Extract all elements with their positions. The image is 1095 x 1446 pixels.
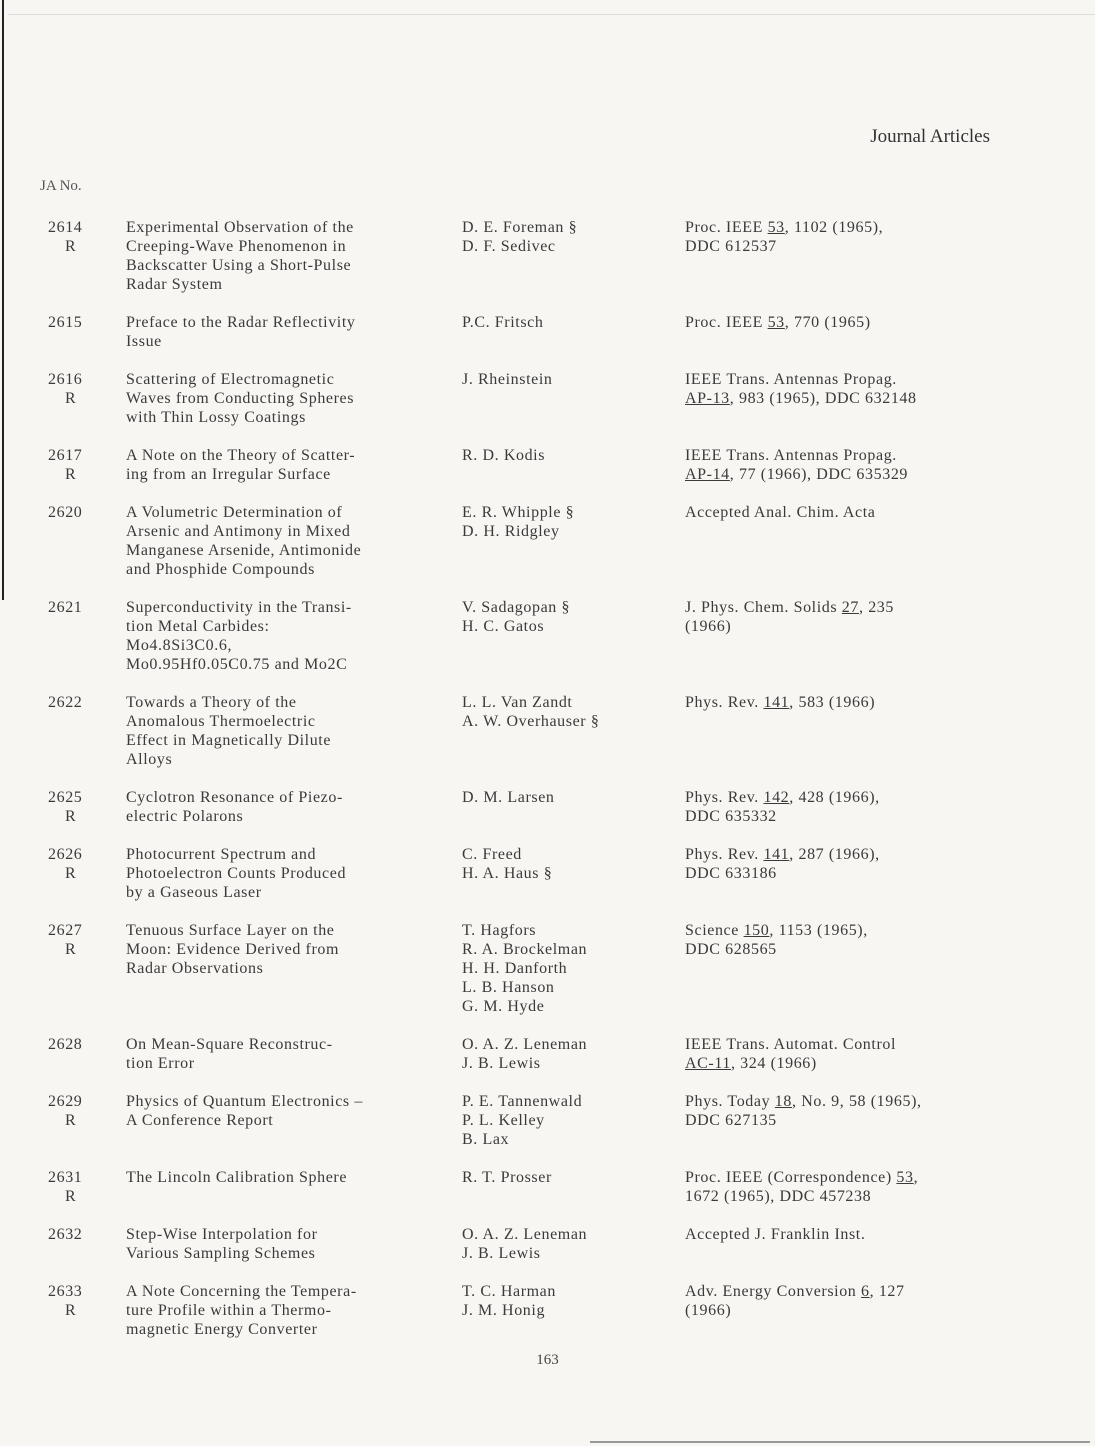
reference-text: Phys. Rev. — [685, 694, 764, 711]
reference-volume: AC-11 — [685, 1055, 731, 1072]
article-reference — [685, 503, 1095, 579]
author-name: G. M. Hyde — [462, 998, 545, 1015]
title-line: Various Sampling Schemes — [126, 1245, 316, 1262]
article-title — [126, 446, 462, 484]
reference-text: (1966) — [685, 1302, 732, 1319]
author-name: B. Lax — [462, 1131, 510, 1148]
article-title — [126, 693, 462, 769]
article-title — [126, 503, 462, 579]
reference-text: DDC 628565 — [685, 941, 777, 958]
article-reference — [685, 693, 1095, 769]
reference-text: , 1102 (1965), — [784, 219, 884, 236]
title-line: Radar System — [126, 276, 223, 293]
author-name: P. E. Tannenwald — [462, 1093, 583, 1110]
top-rule — [8, 14, 1095, 15]
ja-number-column-label: JA No. — [40, 178, 82, 194]
bottom-rule — [590, 1441, 1090, 1443]
reference-text: , 428 (1966), — [789, 789, 880, 806]
reference-text: IEEE Trans. Automat. Control — [685, 1036, 897, 1053]
title-line: On Mean-Square Reconstruc- — [126, 1036, 333, 1053]
title-line: Step-Wise Interpolation for — [126, 1226, 318, 1243]
article-title — [126, 845, 462, 902]
ja-number: 2621 — [48, 599, 83, 616]
ja-number: 2614 — [48, 219, 83, 236]
article-reference — [685, 1092, 1095, 1149]
article-authors — [462, 503, 685, 579]
report-flag: R — [65, 238, 77, 255]
reference-line — [685, 389, 1025, 408]
title-line: electric Polarons — [126, 808, 244, 825]
article-authors — [462, 921, 685, 1016]
title-line: A Note Concerning the Tempera- — [126, 1283, 357, 1300]
ja-number-cell — [0, 446, 126, 484]
author-name: O. A. Z. Leneman — [462, 1226, 588, 1243]
ja-number-cell — [0, 1282, 126, 1339]
reference-text: , 983 (1965), DDC 632148 — [729, 390, 917, 407]
reference-line — [685, 864, 1025, 883]
reference-line — [685, 313, 1025, 332]
title-line: Backscatter Using a Short-Pulse — [126, 257, 352, 274]
article-authors — [462, 370, 685, 427]
ja-number: 2616 — [48, 371, 83, 388]
reference-volume: AP-14 — [685, 466, 730, 483]
title-line: Physics of Quantum Electronics – — [126, 1093, 363, 1110]
author-name: A. W. Overhauser § — [462, 713, 600, 730]
reference-line — [685, 845, 1025, 864]
reference-line — [685, 617, 1025, 636]
reference-text: Accepted Anal. Chim. Acta — [685, 504, 876, 521]
title-line: Towards a Theory of the — [126, 694, 297, 711]
journal-article-list — [0, 218, 1095, 1358]
reference-volume: 27 — [841, 599, 859, 616]
title-line: Anomalous Thermoelectric — [126, 713, 316, 730]
title-line: Experimental Observation of the — [126, 219, 354, 236]
author-name: E. R. Whipple § — [462, 504, 575, 521]
ja-number-cell — [0, 218, 126, 294]
reference-text: DDC 635332 — [685, 808, 777, 825]
reference-text: Phys. Rev. — [685, 846, 764, 863]
title-line: Waves from Conducting Spheres — [126, 390, 355, 407]
author-name: P.C. Fritsch — [462, 314, 544, 331]
reference-text: DDC 627135 — [685, 1112, 777, 1129]
title-line: Creeping-Wave Phenomenon in — [126, 238, 347, 255]
report-flag: R — [65, 808, 77, 825]
reference-volume: 53 — [767, 219, 785, 236]
reference-line — [685, 370, 1025, 389]
reference-text: Accepted J. Franklin Inst. — [685, 1226, 866, 1243]
title-line: Scattering of Electromagnetic — [126, 371, 335, 388]
author-name: J. Rheinstein — [462, 371, 553, 388]
table-row — [0, 446, 1095, 484]
table-row — [0, 921, 1095, 1016]
reference-text: DDC 633186 — [685, 865, 777, 882]
reference-line — [685, 921, 1025, 940]
table-row — [0, 598, 1095, 674]
article-reference — [685, 446, 1095, 484]
reference-volume: 141 — [763, 846, 790, 863]
reference-line — [685, 1282, 1025, 1301]
article-reference — [685, 1035, 1095, 1073]
author-name: R. T. Prosser — [462, 1169, 552, 1186]
article-authors — [462, 1092, 685, 1149]
article-title — [126, 1035, 462, 1073]
article-reference — [685, 845, 1095, 902]
ja-number-cell — [0, 313, 126, 351]
ja-number-cell — [0, 788, 126, 826]
author-name: R. D. Kodis — [462, 447, 546, 464]
reference-line — [685, 218, 1025, 237]
reference-line — [685, 598, 1025, 617]
title-line: Moon: Evidence Derived from — [126, 941, 340, 958]
article-reference — [685, 1225, 1095, 1263]
reference-line — [685, 1187, 1025, 1206]
article-authors — [462, 788, 685, 826]
title-line: ing from an Irregular Surface — [126, 466, 331, 483]
reference-line — [685, 1054, 1025, 1073]
article-title — [126, 1092, 462, 1149]
table-row — [0, 503, 1095, 579]
title-line: The Lincoln Calibration Sphere — [126, 1169, 348, 1186]
report-flag: R — [65, 1188, 77, 1205]
article-title — [126, 313, 462, 351]
report-flag: R — [65, 1302, 77, 1319]
ja-number: 2632 — [48, 1226, 83, 1243]
reference-text: , — [913, 1169, 919, 1186]
reference-line — [685, 1092, 1025, 1111]
ja-number: 2622 — [48, 694, 83, 711]
reference-text: , 583 (1966) — [789, 694, 876, 711]
reference-volume: 6 — [861, 1283, 870, 1300]
table-row — [0, 788, 1095, 826]
reference-line — [685, 1168, 1025, 1187]
article-title — [126, 921, 462, 1016]
reference-text: Proc. IEEE — [685, 219, 768, 236]
title-line: ture Profile within a Thermo- — [126, 1302, 332, 1319]
ja-number: 2629 — [48, 1093, 83, 1110]
author-name: T. Hagfors — [462, 922, 537, 939]
reference-text: , No. 9, 58 (1965), — [792, 1093, 922, 1110]
reference-text: IEEE Trans. Antennas Propag. — [685, 371, 897, 388]
author-name: J. M. Honig — [462, 1302, 546, 1319]
article-reference — [685, 1168, 1095, 1206]
reference-text: Phys. Today — [685, 1093, 775, 1110]
reference-text: DDC 612537 — [685, 238, 777, 255]
ja-number-cell — [0, 1035, 126, 1073]
title-line: tion Metal Carbides: — [126, 618, 270, 635]
author-name: D. E. Foreman § — [462, 219, 578, 236]
table-row — [0, 1092, 1095, 1149]
ja-number-cell — [0, 693, 126, 769]
title-line: by a Gaseous Laser — [126, 884, 262, 901]
author-name: D. M. Larsen — [462, 789, 555, 806]
article-authors — [462, 1168, 685, 1206]
reference-text: Proc. IEEE (Correspondence) — [685, 1169, 897, 1186]
ja-number: 2620 — [48, 504, 83, 521]
article-reference — [685, 921, 1095, 1016]
report-flag: R — [65, 865, 77, 882]
ja-number: 2626 — [48, 846, 83, 863]
table-row — [0, 1168, 1095, 1206]
reference-text: , 770 (1965) — [784, 314, 871, 331]
author-name: V. Sadagopan § — [462, 599, 571, 616]
table-row — [0, 693, 1095, 769]
article-title — [126, 1282, 462, 1339]
ja-number-cell — [0, 921, 126, 1016]
author-name: R. A. Brockelman — [462, 941, 588, 958]
article-authors — [462, 218, 685, 294]
report-flag: R — [65, 466, 77, 483]
title-line: A Note on the Theory of Scatter- — [126, 447, 356, 464]
title-line: Preface to the Radar Reflectivity — [126, 314, 356, 331]
table-row — [0, 370, 1095, 427]
author-name: P. L. Kelley — [462, 1112, 545, 1129]
reference-text: Adv. Energy Conversion — [685, 1283, 862, 1300]
reference-text: , 235 — [859, 599, 894, 616]
title-line: Radar Observations — [126, 960, 264, 977]
reference-volume: 18 — [774, 1093, 792, 1110]
table-row — [0, 313, 1095, 351]
reference-line — [685, 693, 1025, 712]
reference-text: (1966) — [685, 618, 732, 635]
page-number: 163 — [536, 1352, 559, 1368]
ja-number-cell — [0, 370, 126, 427]
ja-number: 2615 — [48, 314, 83, 331]
article-reference — [685, 313, 1095, 351]
reference-text: , 324 (1966) — [730, 1055, 817, 1072]
author-name: H. A. Haus § — [462, 865, 553, 882]
article-reference — [685, 218, 1095, 294]
reference-text: , 287 (1966), — [789, 846, 880, 863]
ja-number-cell — [0, 503, 126, 579]
title-line: Photocurrent Spectrum and — [126, 846, 317, 863]
reference-volume: 141 — [763, 694, 790, 711]
reference-line — [685, 940, 1025, 959]
title-line: Effect in Magnetically Dilute — [126, 732, 332, 749]
title-line: Superconductivity in the Transi- — [126, 599, 352, 616]
article-authors — [462, 1282, 685, 1339]
author-name: J. B. Lewis — [462, 1055, 541, 1072]
title-line: and Phosphide Compounds — [126, 561, 315, 578]
table-row — [0, 1225, 1095, 1263]
article-authors — [462, 845, 685, 902]
author-name: O. A. Z. Leneman — [462, 1036, 588, 1053]
article-title — [126, 218, 462, 294]
title-line: Mo0.95Hf0.05C0.75 and Mo2C — [126, 656, 348, 673]
article-authors — [462, 446, 685, 484]
ja-number: 2625 — [48, 789, 83, 806]
ja-number-cell — [0, 1225, 126, 1263]
author-name: T. C. Harman — [462, 1283, 556, 1300]
reference-text: 1672 (1965), DDC 457238 — [685, 1188, 872, 1205]
article-title — [126, 1168, 462, 1206]
author-name: H. C. Gatos — [462, 618, 545, 635]
title-line: Tenuous Surface Layer on the — [126, 922, 335, 939]
article-reference — [685, 598, 1095, 674]
author-name: D. F. Sedivec — [462, 238, 556, 255]
table-row — [0, 845, 1095, 902]
ja-number-cell — [0, 598, 126, 674]
title-line: A Conference Report — [126, 1112, 274, 1129]
author-name: C. Freed — [462, 846, 522, 863]
reference-line — [685, 465, 1025, 484]
ja-number: 2628 — [48, 1036, 83, 1053]
article-authors — [462, 1035, 685, 1073]
author-name: D. H. Ridgley — [462, 523, 560, 540]
article-authors — [462, 598, 685, 674]
article-title — [126, 1225, 462, 1263]
reference-text: IEEE Trans. Antennas Propag. — [685, 447, 897, 464]
reference-text: J. Phys. Chem. Solids — [685, 599, 842, 616]
title-line: tion Error — [126, 1055, 195, 1072]
ja-number: 2633 — [48, 1283, 83, 1300]
reference-volume: 142 — [763, 789, 790, 806]
ja-number-cell — [0, 1092, 126, 1149]
report-flag: R — [65, 1112, 77, 1129]
reference-line — [685, 1225, 1025, 1244]
title-line: Cyclotron Resonance of Piezo- — [126, 789, 343, 806]
reference-volume: 53 — [767, 314, 785, 331]
author-name: H. H. Danforth — [462, 960, 568, 977]
article-title — [126, 598, 462, 674]
reference-line — [685, 446, 1025, 465]
title-line: Arsenic and Antimony in Mixed — [126, 523, 351, 540]
reference-line — [685, 1301, 1025, 1320]
author-name: L. L. Van Zandt — [462, 694, 573, 711]
reference-text: Phys. Rev. — [685, 789, 764, 806]
report-flag: R — [65, 941, 77, 958]
title-line: Manganese Arsenide, Antimonide — [126, 542, 362, 559]
title-line: Issue — [126, 333, 162, 350]
article-authors — [462, 1225, 685, 1263]
ja-number: 2631 — [48, 1169, 83, 1186]
ja-number: 2617 — [48, 447, 83, 464]
section-title: Journal Articles — [870, 126, 990, 147]
title-line: Photoelectron Counts Produced — [126, 865, 347, 882]
article-reference — [685, 1282, 1095, 1339]
title-line: with Thin Lossy Coatings — [126, 409, 306, 426]
article-title — [126, 370, 462, 427]
table-row — [0, 1035, 1095, 1073]
reference-text: , 77 (1966), DDC 635329 — [729, 466, 909, 483]
article-reference — [685, 370, 1095, 427]
reference-line — [685, 237, 1025, 256]
table-row — [0, 218, 1095, 294]
ja-number-cell — [0, 845, 126, 902]
table-row — [0, 1282, 1095, 1339]
reference-text: , 127 — [869, 1283, 905, 1300]
reference-line — [685, 503, 1025, 522]
article-authors — [462, 693, 685, 769]
reference-volume: 150 — [743, 922, 770, 939]
reference-line — [685, 807, 1025, 826]
reference-text: Science — [685, 922, 744, 939]
reference-line — [685, 1111, 1025, 1130]
title-line: A Volumetric Determination of — [126, 504, 343, 521]
author-name: J. B. Lewis — [462, 1245, 541, 1262]
reference-line — [685, 1035, 1025, 1054]
article-title — [126, 788, 462, 826]
article-authors — [462, 313, 685, 351]
author-name: L. B. Hanson — [462, 979, 555, 996]
title-line: Mo4.8Si3C0.6, — [126, 637, 233, 654]
reference-text: , 1153 (1965), — [769, 922, 868, 939]
reference-line — [685, 788, 1025, 807]
title-line: magnetic Energy Converter — [126, 1321, 318, 1338]
reference-volume: AP-13 — [685, 390, 730, 407]
article-reference — [685, 788, 1095, 826]
reference-volume: 53 — [896, 1169, 914, 1186]
ja-number-cell — [0, 1168, 126, 1206]
ja-number: 2627 — [48, 922, 83, 939]
title-line: Alloys — [126, 751, 173, 768]
report-flag: R — [65, 390, 77, 407]
reference-text: Proc. IEEE — [685, 314, 768, 331]
